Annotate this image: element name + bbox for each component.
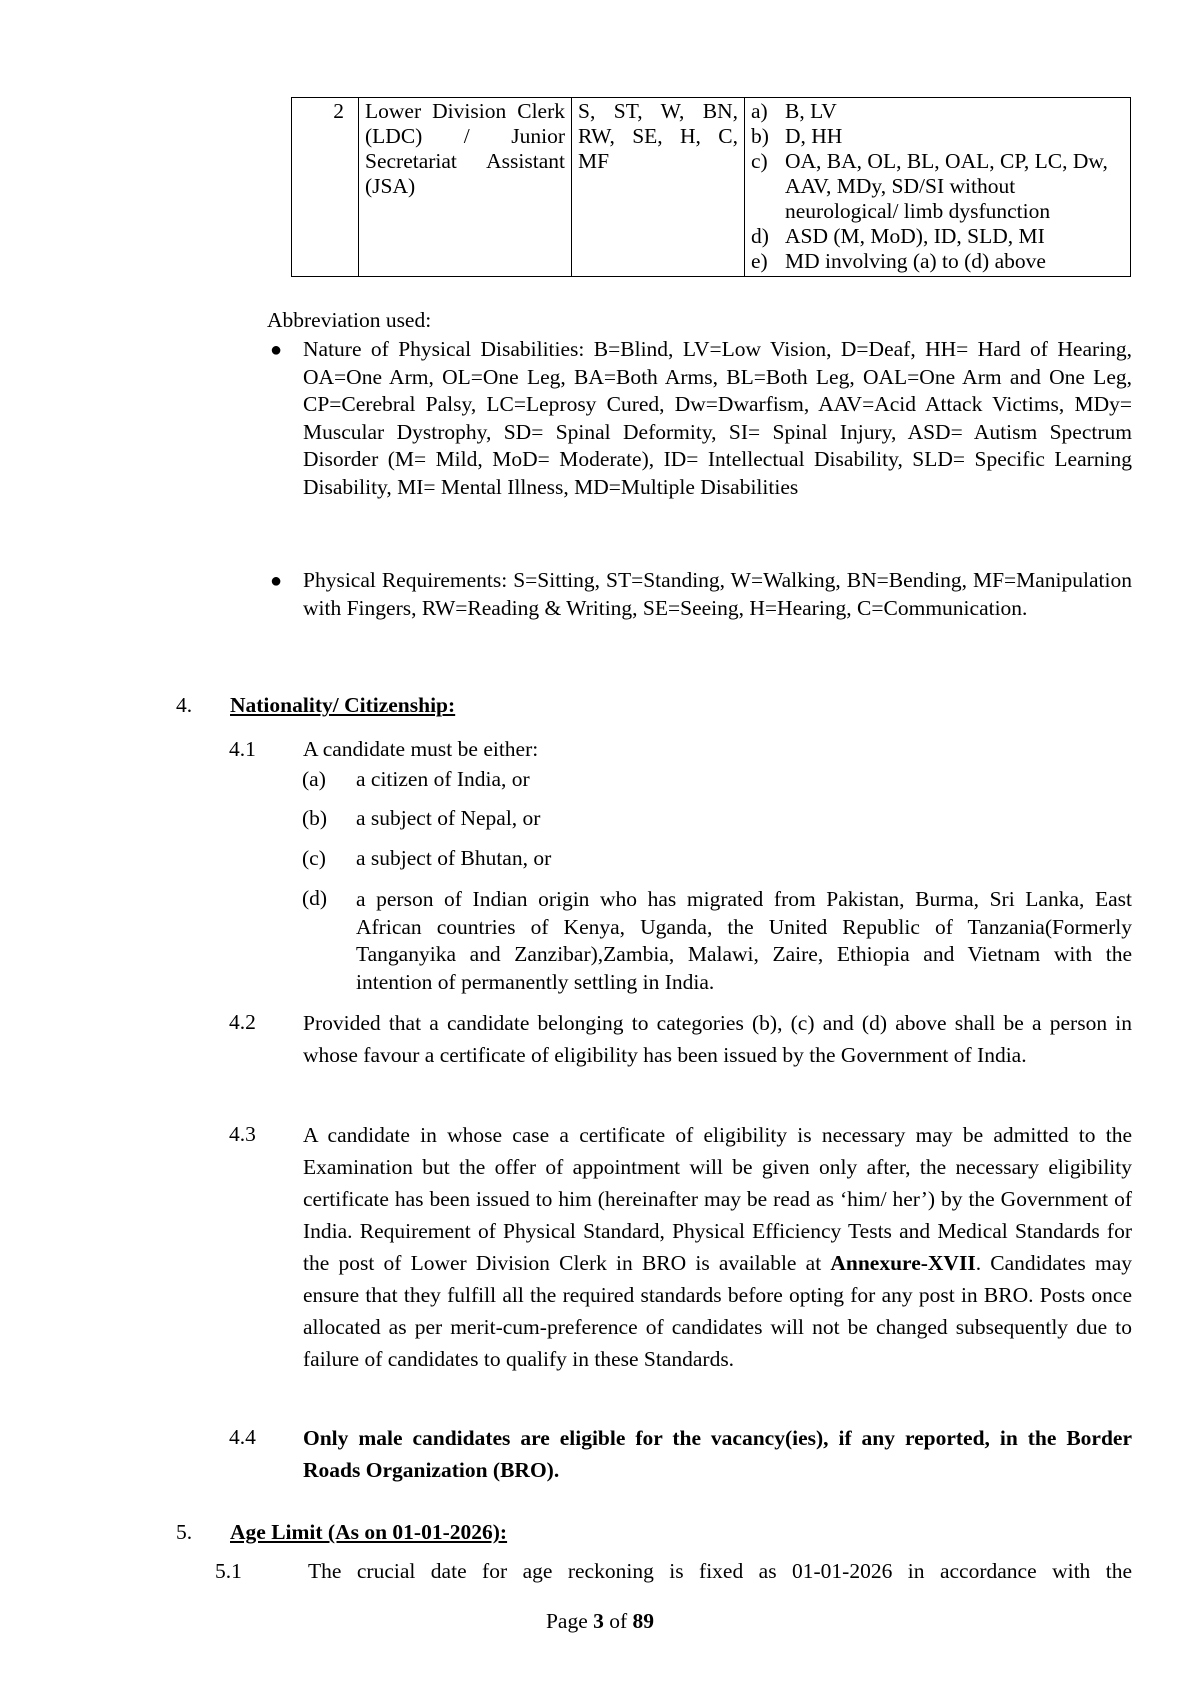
subsection-text: Only male candidates are eligible for the vacancy(ies), if any reported, in the Border Roads Organization (BRO). xyxy=(303,1426,1132,1482)
item-text: a person of Indian origin who has migrated from Pakistan, Burma, Sri Lanka, East African countries of Kenya, Uganda, the United Republic of Tanzania(Formerly Tanganyika and Zanzibar),Zambia, Malawi, Zaire, Ethiopia and Vietnam with the intention of permanently settling in India. xyxy=(356,887,1132,994)
page-total: 89 xyxy=(632,1609,655,1633)
disability-item-label: a) xyxy=(751,99,768,123)
disability-item-label: e) xyxy=(751,249,768,273)
item-text: a subject of Nepal, or xyxy=(356,806,541,830)
section-number: 5. xyxy=(176,1520,193,1544)
bullet-icon: ● xyxy=(270,339,283,361)
page-footer xyxy=(0,1609,1200,1634)
disability-item-label: d) xyxy=(751,224,769,248)
item-text: a subject of Bhutan, or xyxy=(356,846,552,870)
disability-item-text: MD involving (a) to (d) above xyxy=(785,249,1046,273)
subsection-number: 5.1 xyxy=(215,1559,242,1583)
disability-item-text: B, LV xyxy=(785,99,837,123)
subsection-text xyxy=(303,1119,1132,1375)
section-number: 4. xyxy=(176,693,193,717)
page-prefix: Page xyxy=(545,1609,594,1633)
subsection-number: 4.4 xyxy=(229,1425,256,1449)
disability-item xyxy=(751,99,1124,124)
subsection-number: 4.3 xyxy=(229,1122,256,1146)
disability-item-text: D, HH xyxy=(785,124,843,148)
abbreviation-requirements: Physical Requirements: S=Sitting, ST=Standing, W=Walking, BN=Bending, MF=Manipulation with Fingers, RW=Reading & Writing, SE=Seeing, H=Hearing, C=Communication. xyxy=(303,568,1132,620)
table-cell-sl: 2 xyxy=(292,98,359,277)
table-row xyxy=(292,98,1131,277)
disability-item xyxy=(751,124,1124,149)
page-current: 3 xyxy=(593,1609,604,1633)
disability-list xyxy=(751,99,1124,274)
disability-item-text: OA, BA, OL, BL, OAL, CP, LC, Dw, AAV, MDy, SD/SI without neurological/ limb dysfunction xyxy=(785,149,1108,223)
subsection-number: 4.2 xyxy=(229,1010,256,1034)
disability-item-label: c) xyxy=(751,149,768,173)
disability-item xyxy=(751,249,1124,274)
item-label: (a) xyxy=(302,767,326,791)
disability-table xyxy=(291,97,1131,277)
item-label: (c) xyxy=(302,846,326,870)
disability-item-text: ASD (M, MoD), ID, SLD, MI xyxy=(785,224,1045,248)
item-label: (b) xyxy=(302,806,328,830)
abbreviation-heading: Abbreviation used: xyxy=(267,308,432,332)
annexure-reference: Annexure-XVII xyxy=(830,1251,976,1275)
subsection-text: The crucial date for age reckoning is fixed as 01-01-2026 in accordance with the xyxy=(308,1559,1132,1583)
subsection-text-part: . Candidates may ensure that they fulfill all the required standards before opting for any post in BRO. Posts once allocated as per merit-cum-preference of candidates will not be changed subsequently due to failure of candidates to qualify in these Standards. xyxy=(303,1251,1132,1371)
item-label: (d) xyxy=(302,886,328,910)
subsection-number: 4.1 xyxy=(229,737,256,761)
abbreviation-disabilities: Nature of Physical Disabilities: B=Blind, LV=Low Vision, D=Deaf, HH= Hard of Hearing, OA=One Arm, OL=One Leg, BA=Both Arms, BL=Both Leg, OAL=One Arm and One Leg, CP=Cerebral Palsy, LC=Leprosy Cured, Dw=Dwarfism, AAV=Acid Attack Victims, MDy= Muscular Dystrophy, SD= Spinal Deformity, SI= Spinal Injury, ASD= Autism Spectrum Disorder (M= Mild, MoD= Moderate), ID= Intellectual Disability, SLD= Specific Learning Disability, MI= Mental Illness, MD=Multiple Disabilities xyxy=(303,337,1132,499)
disability-item xyxy=(751,149,1124,224)
page-middle: of xyxy=(603,1609,633,1633)
subsection-text-part: A candidate in whose case a certificate of eligibility is necessary may be admitted to the Examination but the offer of appointment will be given only after, the necessary eligibility certificate has been issued to him (hereinafter may be read as ‘him/ her’) by the Government of India. Requirement of Physical Standard, Physical Efficiency Tests and Medical Standards for the post of Lower Division Clerk in BRO is available at xyxy=(303,1123,1132,1275)
table-cell-post: Lower Division Clerk (LDC) / Junior Secretariat Assistant (JSA) xyxy=(359,98,572,277)
section-heading: Age Limit (As on 01-01-2026): xyxy=(230,1520,508,1544)
subsection-intro: A candidate must be either: xyxy=(303,737,539,761)
disability-item-label: b) xyxy=(751,124,769,148)
bullet-icon: ● xyxy=(270,570,283,592)
table-cell-disabilities xyxy=(745,98,1131,277)
subsection-text: Provided that a candidate belonging to categories (b), (c) and (d) above shall be a person in whose favour a certificate of eligibility has been issued by the Government of India. xyxy=(303,1011,1132,1067)
disability-item xyxy=(751,224,1124,249)
item-text: a citizen of India, or xyxy=(356,767,530,791)
section-heading: Nationality/ Citizenship: xyxy=(230,693,456,717)
table-cell-requirements: S, ST, W, BN, RW, SE, H, C, MF xyxy=(572,98,745,277)
